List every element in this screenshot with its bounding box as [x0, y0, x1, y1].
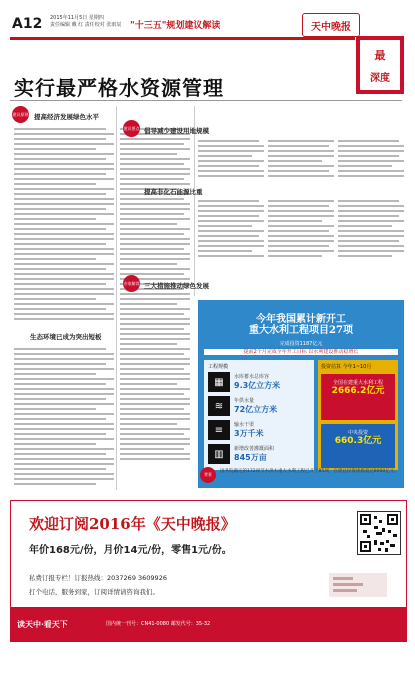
stat-value: 9.3亿立方米 [234, 381, 281, 390]
corner-word-2: 深度 [370, 72, 390, 84]
section-title-3: 倡导减少建设用地规模 [144, 127, 209, 135]
infographic-title [198, 314, 404, 336]
ad-price: 年价168元/份，月价14元/份，零售1元/份。 [29, 545, 232, 556]
infographic-title-line-2: 重大水利工程项目27项 [249, 325, 353, 336]
stat-row-water-supply [208, 396, 310, 416]
header-rule [10, 37, 355, 40]
investment-label: 全国在建重大水利工程 [332, 380, 383, 386]
infographic-strip: 提前2个月完成全年开工目标 以水利建设推动稳增长 [204, 349, 398, 355]
irrigation-icon: ▥ [208, 444, 230, 464]
stat-label: 新增改善灌溉面积 [234, 446, 275, 452]
ad-slogan: 读天中·看天下 [17, 619, 68, 629]
ad-service: 打个电话，服务到家，订阅详情请咨询我们。 [29, 588, 159, 596]
stat-label: 水库蓄水总库容 [234, 374, 270, 380]
headline-rule [10, 100, 402, 101]
canal-icon: ≡ [208, 420, 230, 440]
investment-label: 中央投资 [347, 430, 368, 436]
ad-footer-info: 国内统一刊号：CN41-0080 邮发代号：35-32 [106, 621, 211, 627]
investment-panel-title [321, 363, 371, 370]
corner-badge-inner [360, 40, 400, 90]
ad-decoration [259, 571, 389, 601]
page-number: A12 [12, 16, 43, 32]
stat-row-reservoir [208, 372, 310, 392]
ad-hotline: 私费订报专栏！订报热线：2037269 3609926 [29, 574, 167, 582]
article-text-2 [14, 348, 114, 488]
ad-footer [11, 607, 406, 641]
article-text-3a [198, 140, 264, 180]
section-tag-key-points: 建议要点 [123, 120, 140, 137]
investment-value: 2666.2亿元 [331, 386, 385, 396]
section-title-5: 三大措施推动绿色发展 [144, 282, 209, 290]
investment-period: 今年1~10月 [342, 364, 372, 370]
article-text-3c [338, 140, 404, 180]
stat-label: 年供水量 [234, 398, 255, 404]
dam-icon: ▦ [208, 372, 230, 392]
water-wave-icon: ≋ [208, 396, 230, 416]
ad-title: 欢迎订阅2016年《天中晚报》 [29, 515, 236, 533]
infographic-title-line-1: 今年我国累计新开工 [256, 314, 346, 325]
stat-row-canal [208, 420, 310, 440]
note-icon: 背景 [200, 467, 216, 483]
qr-code-icon [357, 511, 401, 555]
investment-panel-head: 投资估算 [321, 364, 342, 370]
article-text-4b [268, 200, 334, 260]
scale-panel [204, 360, 314, 470]
investment-panel [318, 360, 398, 470]
investment-box-central [321, 424, 395, 468]
page-headline: 实行最严格水资源管理 [14, 76, 224, 100]
article-text-3b [268, 140, 334, 180]
corner-word-1: 最 [374, 48, 386, 62]
section-title-1: 提高经济发展绿色水平 [34, 113, 99, 121]
column-divider-1 [116, 106, 117, 490]
investment-value: 660.3亿元 [334, 436, 382, 446]
stat-row-irrigation [208, 444, 310, 464]
stat-value: 3万千米 [234, 429, 264, 438]
section-title-4: 提高非化石能源比重 [144, 188, 203, 196]
stat-value: 845万亩 [234, 453, 267, 462]
ad-decoration-pattern [259, 571, 389, 601]
editor-text: 责任编辑 戴 红 责任校对 张雨辰 [50, 22, 122, 28]
series-title: "十三五"规划建议解读 [130, 21, 221, 31]
infographic-panel [198, 300, 404, 488]
date-line [50, 15, 121, 29]
date-text: 2015年11月5日 星期四 [50, 15, 104, 21]
article-text-4a [198, 200, 264, 260]
stat-value: 72亿立方米 [234, 405, 278, 414]
scale-panel-title: 工程规模 [208, 364, 229, 370]
section-title-2: 生态环境已成为突出短板 [30, 333, 102, 341]
newspaper-logo: 天中晚报 [302, 13, 360, 37]
corner-badge [356, 36, 404, 94]
infographic-note: 国务院确定的172项节水供水重大水利工程已开工85项，在建总投资规模超过8000亿元。 [220, 469, 399, 474]
subscription-ad [10, 500, 407, 642]
article-text-1 [14, 128, 114, 328]
infographic-subtitle: 完成投资1187亿元 [279, 341, 323, 347]
stat-label: 输水干渠 [234, 422, 255, 428]
investment-box-total [321, 374, 395, 420]
article-text-4c [338, 200, 404, 260]
section-tag-expert: 专家解读 [123, 275, 140, 292]
article-text-1b [120, 128, 190, 488]
section-tag-principle: 建议原则 [12, 106, 29, 123]
